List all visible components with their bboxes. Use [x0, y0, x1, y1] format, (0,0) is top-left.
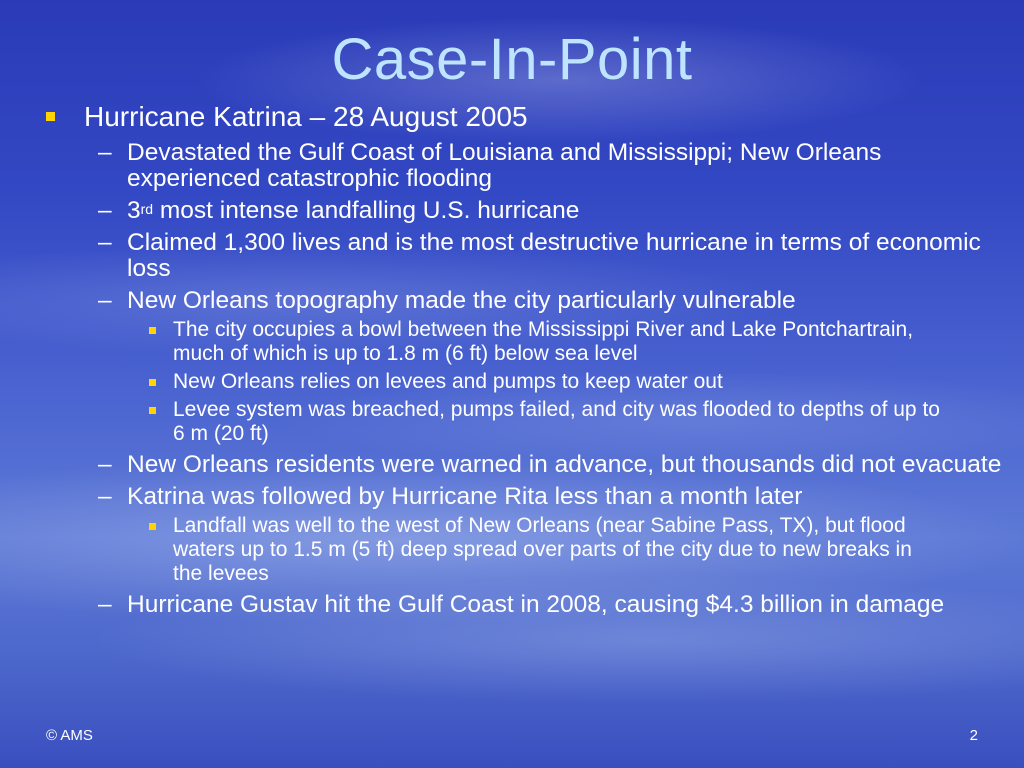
detail-bullet	[0, 318, 1024, 366]
sub-bullet	[0, 198, 1024, 224]
main-bullet	[0, 100, 1024, 134]
detail-bullet	[0, 370, 1024, 394]
sub-bullet-text: New Orleans topography made the city particularly vulnerable	[127, 287, 796, 314]
sub-bullet	[0, 592, 1024, 618]
dash-bullet: –	[98, 139, 112, 166]
sub-bullet-text: Hurricane Gustav hit the Gulf Coast in 2008, causing $4.3 billion in damage	[127, 591, 945, 618]
dash-bullet: –	[98, 591, 112, 618]
sub-bullet	[0, 230, 1024, 282]
detail-bullet	[0, 398, 1024, 446]
detail-bullet	[0, 514, 1024, 586]
copyright-footer: © AMS	[46, 727, 93, 744]
sub-bullet-text: Claimed 1,300 lives and is the most destructive hurricane in terms of economic loss	[127, 229, 981, 282]
slide-content	[0, 100, 1024, 618]
sub-bullet-text: Katrina was followed by Hurricane Rita less than a month later	[127, 483, 803, 510]
detail-bullet-text: The city occupies a bowl between the Mississippi River and Lake Pontchartrain, much of which is up to 1.8 m (6 ft) below sea level	[173, 318, 914, 365]
page-number: 2	[969, 727, 978, 744]
sub-bullet	[0, 452, 1024, 478]
sub-bullet-text: Devastated the Gulf Coast of Louisiana and Mississippi; New Orleans experienced catastrophic flooding	[127, 139, 882, 192]
detail-bullet-text: New Orleans relies on levees and pumps to keep water out	[173, 370, 723, 393]
square-bullet-icon	[46, 112, 55, 121]
sub-bullet-list	[0, 140, 1024, 618]
square-bullet-icon	[149, 327, 156, 334]
sub-bullet-text: New Orleans residents were warned in advance, but thousands did not evacuate	[127, 451, 1002, 478]
ordinal-suffix: rd	[140, 201, 154, 217]
dash-bullet: –	[98, 197, 112, 224]
square-bullet-icon	[149, 523, 156, 530]
sub-bullet-text: most intense landfalling U.S. hurricane	[153, 197, 580, 224]
square-bullet-icon	[149, 379, 156, 386]
dash-bullet: –	[98, 483, 112, 510]
dash-bullet: –	[98, 229, 112, 256]
sub-bullet	[0, 140, 1024, 192]
sub-bullet-text-number: 3	[127, 197, 141, 224]
main-bullet-text: Hurricane Katrina – 28 August 2005	[84, 101, 528, 132]
bullet-list	[0, 100, 1024, 134]
detail-bullet-text: Landfall was well to the west of New Orleans (near Sabine Pass, TX), but flood waters up to 1.5 m (5 ft) deep spread over parts of the city due to new breaks in the levees	[173, 514, 912, 585]
sub-bullet	[0, 484, 1024, 510]
slide-title: Case-In-Point	[331, 27, 693, 92]
dash-bullet: –	[98, 287, 112, 314]
sub-bullet	[0, 288, 1024, 314]
detail-bullet-text: Levee system was breached, pumps failed, and city was flooded to depths of up to 6 m (20 ft)	[173, 398, 940, 445]
dash-bullet: –	[98, 451, 112, 478]
square-bullet-icon	[149, 407, 156, 414]
